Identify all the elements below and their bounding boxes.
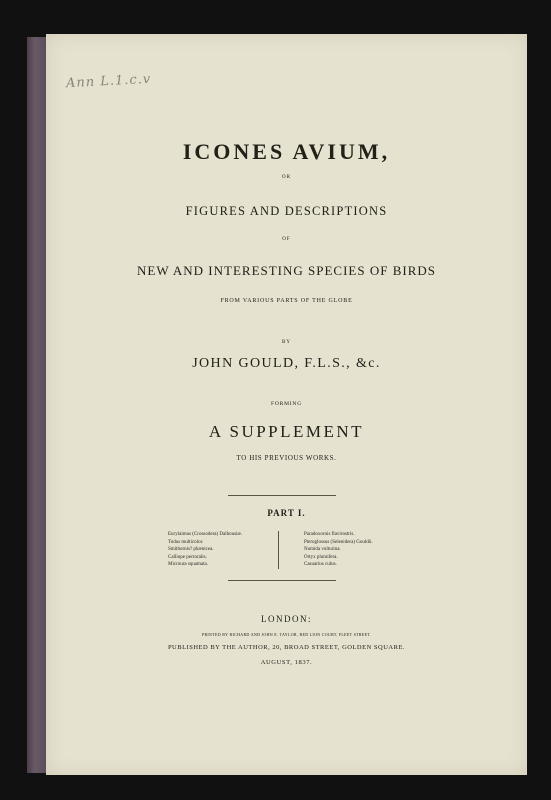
title-page [46, 34, 527, 775]
list-item: Casuarius culus. [304, 562, 337, 568]
forming-label: FORMING [271, 401, 302, 407]
contents-list [168, 531, 408, 571]
author-name: JOHN GOULD, F.L.S., &c. [192, 356, 381, 371]
subtitle-figures: FIGURES AND DESCRIPTIONS [185, 204, 388, 218]
list-item: Eurylaimus (Crossodera) Dalhousiæ. [168, 532, 243, 537]
list-item: Calliope pectoralis. [168, 554, 207, 560]
publisher-line: PUBLISHED BY THE AUTHOR, 20, BROAD STREET, GOLDEN SQUARE. [167, 644, 406, 651]
supplement-heading: A SUPPLEMENT [208, 422, 365, 441]
column-divider [278, 531, 279, 569]
conjunction-of: OF [282, 237, 291, 242]
list-item: Numida vulturina. [304, 547, 341, 553]
contents-right-column [304, 531, 373, 569]
list-item: Todus multicolor. [168, 539, 204, 545]
subtitle-species: NEW AND INTERESTING SPECIES OF BIRDS [136, 263, 437, 278]
list-item: Ortyx plumifera. [304, 554, 338, 560]
by-label: BY [282, 340, 291, 345]
divider-bottom [228, 580, 336, 581]
from-line: FROM VARIOUS PARTS OF THE GLOBE [220, 298, 353, 304]
place-of-publication: LONDON: [261, 614, 312, 624]
handwritten-annotation: Ann L.1.c.v [65, 71, 152, 92]
list-item: Pteroglossus (Selenidera) Gouldii. [304, 539, 373, 545]
book-title: ICONES AVIUM, [182, 139, 391, 164]
previous-works-line: TO HIS PREVIOUS WORKS. [236, 454, 337, 462]
list-item: Microura squamata. [168, 562, 208, 568]
contents-left-column [168, 531, 242, 569]
printer-line: PRINTED BY RICHARD AND JOHN E. TAYLOR, RED LION COURT, FLEET STREET. [201, 632, 372, 637]
list-item: Paradoxornis flavirostris. [304, 532, 355, 537]
conjunction-or: OR [282, 175, 291, 180]
publication-date: AUGUST, 1837. [260, 659, 313, 666]
part-number: PART I. [267, 508, 306, 518]
book-spine [27, 37, 47, 773]
list-item: Smithornis? phænicea. [168, 547, 214, 553]
divider-top [228, 495, 336, 496]
